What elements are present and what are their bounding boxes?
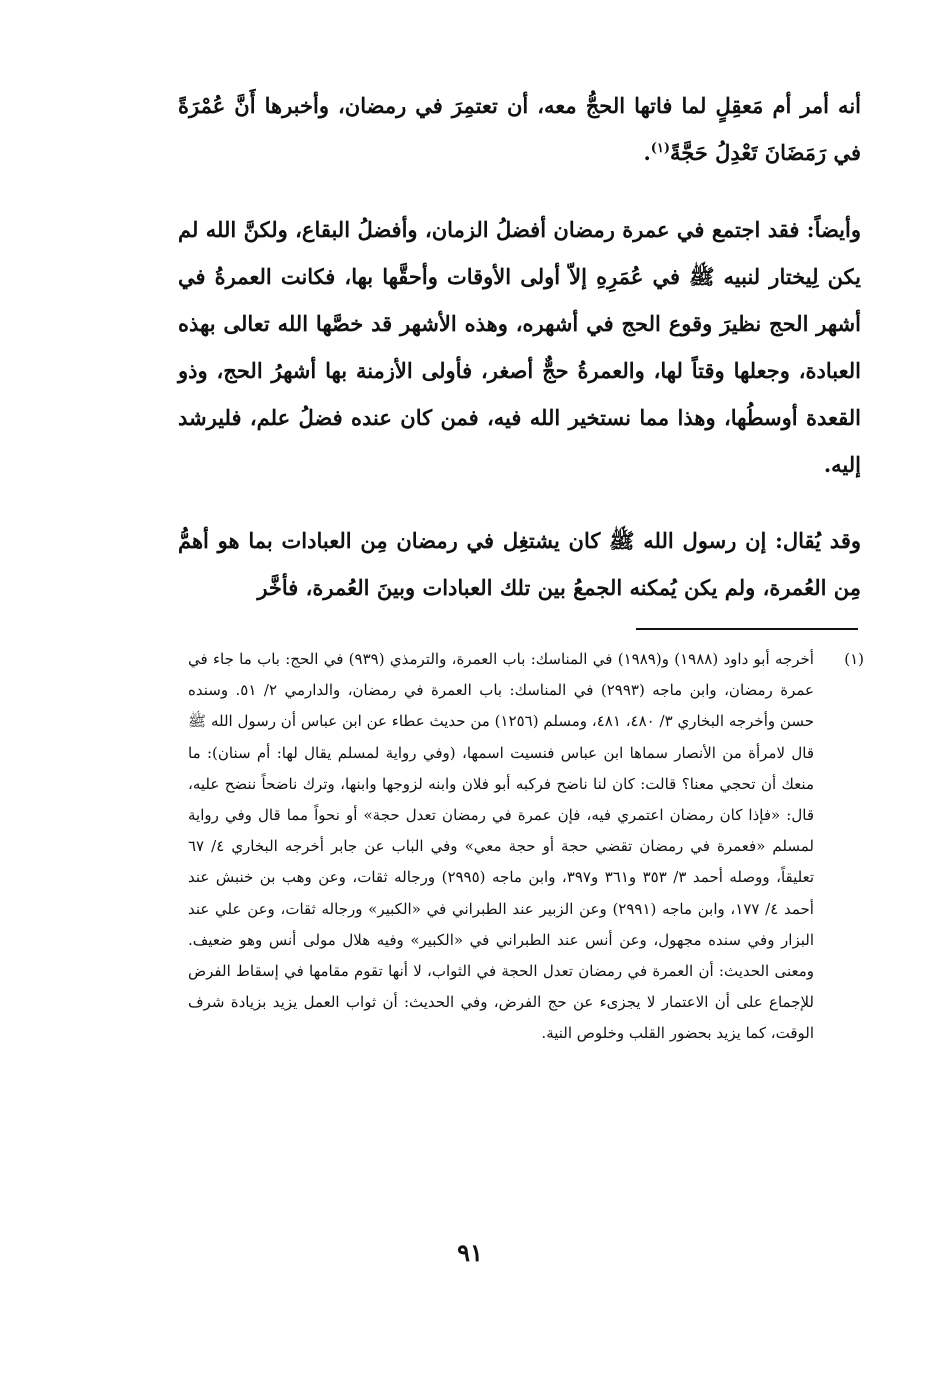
paragraph-3-text: وقد يُقال: إن رسول الله ﷺ كان يشتغِل في رمضان مِن العبادات بما هو أهمُّ مِن العُمرة، ولم يكن يُمكنه الجمعُ بين تلك العبادات وبينَ العُمرة، فأخَّر [178, 528, 861, 600]
footnote [188, 644, 864, 1050]
paragraph-1-tail: . [643, 140, 651, 165]
footnote-text: أخرجه أبو داود (١٩٨٨) و(١٩٨٩) في المناسك: باب العمرة، والترمذي (٩٣٩) في الحج: باب ما جاء في عمرة رمضان، وابن ماجه (٢٩٩٣) في المناسك: باب العمرة في رمضان، والدارمي ٢/ ٥١. وسنده حسن وأخرجه البخاري ٣/ ٤٨٠، ٤٨١، ومسلم (١٢٥٦) من حديث عطاء عن ابن عباس أن رسول الله ﷺ قال لامرأة من الأنصار سماها ابن عباس فنسيت اسمها، (وفي رواية لمسلم يقال لها: أم سنان): ما منعك أن تحجي معنا؟ قالت: كان لنا ناضح فركبه أبو فلان وابنه لزوجها وابنها، وترك ناضحاً ننضح عليه، قال: «فإذا كان رمضان اعتمري فيه، فإن عمرة في رمضان تعدل حجة» أو نحواً مما قال وفي رواية لمسلم «فعمرة في رمضان تقضي حجة أو حجة معي» وفي الباب عن جابر أخرجه البخاري ٤/ ٦٧ تعليقاً، ووصله أحمد ٣/ ٣٥٣ و٣٦١ و٣٩٧، وابن ماجه (٢٩٩٥) ورجاله ثقات، وعن وهب بن خنبش عند أحمد ٤/ ١٧٧، وابن ماجه (٢٩٩١) وعن الزبير عند الطبراني في «الكبير» ورجاله ثقات، وعن علي عند البزار وفي سنده مجهول، وعن أنس عند الطبراني في «الكبير» وفيه هلال مولى أنس وهو ضعيف. ومعنى الحديث: أن العمرة في رمضان تعدل الحجة في الثواب، لا أنها تقوم مقامها في إسقاط الفرض للإجماع على أن الاعتمار لا يجزىء عن حج الفرض، وفي الحديث: أن ثواب العمل يزيد بزيادة شرف الوقت، كما يزيد بحضور القلب وخلوص النية. [188, 650, 815, 1043]
page-number: ٩١ [457, 1238, 483, 1267]
footnote-number: (١) [844, 650, 864, 668]
footnote-reference: (١) [650, 141, 671, 156]
paragraph-1-text: أنه أمر أم مَعقِلٍ لما فاتها الحجُّ معه، أن تعتمِرَ في رمضان، وأخبرها أَنَّ عُمْرَةً في رَمَضَانَ تَعْدِلُ حَجَّةً [178, 93, 861, 165]
footnote-divider [636, 628, 858, 630]
paragraph-2 [178, 206, 861, 488]
paragraph-1 [178, 82, 861, 176]
paragraph-2-text: وأيضاً: فقد اجتمع في عمرة رمضان أفضلُ الزمان، وأفضلُ البقاع، ولكنَّ الله لم يكن لِيختار لنبيه ﷺ في عُمَرِهِ إلاّ أولى الأوقات وأحقَّها بها، فكانت العمرةُ في أشهر الحج نظيرَ وقوع الحج في أشهره، وهذه الأشهر قد خصَّها الله تعالى بهذه العبادة، وجعلها وقتاً لها، والعمرةُ حجٌّ أصغر، فأولى الأزمنة بها أشهرُ الحج، وذو القعدة أوسطُها، وهذا مما نستخير الله فيه، فمن كان عنده فضلُ علم، فليرشد إليه. [178, 217, 861, 477]
paragraph-3 [178, 517, 861, 611]
